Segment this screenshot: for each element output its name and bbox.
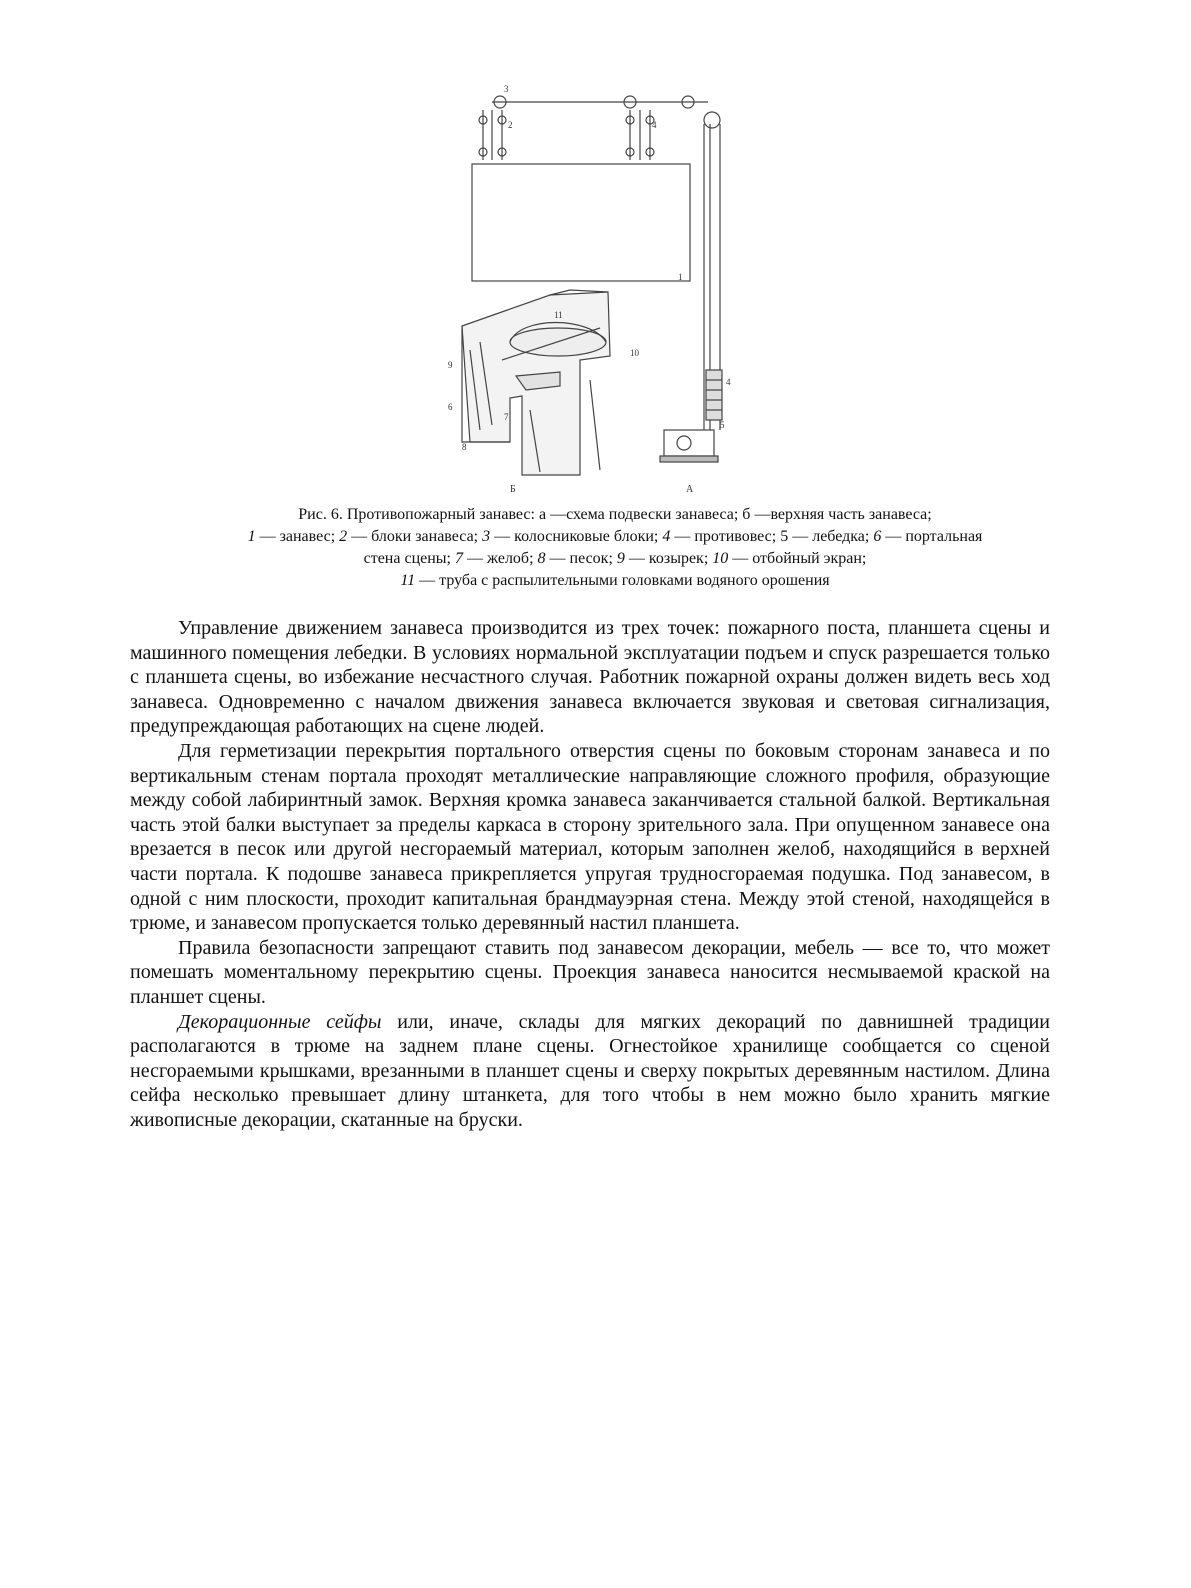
caption-line-4: 11 — труба с распылительными головками водяного орошения (400, 572, 830, 589)
label-10: 10 (630, 348, 639, 358)
paragraph-2: Для герметизации перекрытия портального отверстия сцены по боковым сторонам занавеса и по вертикальным стенам портала проходят металлические направляющие сложного профиля, образующие между собой лабиринтный замок. Верхняя кромка занавеса заканчивается стальной балкой. Вертикальная часть этой балки выступает за пределы каркаса в сторону зрительного зала. При опущенном занавесе она врезается в песок или другой несгораемый материал, которым заполнен желоб, находящийся в верхней части портала. К подошве занавеса прикрепляется упругая трудносгораемая подушка. Под занавесом, в одной с ним плоскости, проходит капитальная брандмауэрная стена. Между этой стеной, находящейся в трюме, и занавесом пропускается только деревянный настил планшета. (130, 739, 1050, 935)
figure-caption (150, 504, 1080, 592)
label-6: 6 (448, 402, 453, 412)
term-decoration-safes: Декорационные сейфы (178, 1010, 382, 1033)
label-9: 9 (448, 360, 453, 370)
label-b: Б (510, 484, 516, 495)
label-5: 5 (720, 420, 725, 430)
fire-curtain-figure (440, 80, 760, 500)
label-4: 4 (652, 120, 657, 130)
paragraph-1: Управление движением занавеса производится из трех точек: пожарного поста, планшета сцены и машинного помещения лебедки. В условиях нормальной эксплуатации подъем и спуск разрешается только с планшета сцены, во избежание несчастного случая. Работник пожарной охраны должен видеть весь ход занавеса. Одновременно с началом движения занавеса включается звуковая и световая сигнализация, предупреждающая работающих на сцене людей. (130, 617, 1050, 738)
paragraph-3: Правила безопасности запрещают ставить под занавесом декорации, мебель — все то, что может помешать моментальному перекрытию сцены. Проекция занавеса наносится несмываемой краской на планшет сцены. (130, 936, 1050, 1008)
caption-line-3: стена сцены; 7 — желоб; 8 — песок; 9 — козырек; 10 — отбойный экран; (363, 550, 867, 567)
paragraph-4: Декорационные сейфы или, иначе, склады для мягких декораций по давнишней традиции располагаются в трюме на заднем плане сцены. Огнестойкое хранилище сообщается со сценой несгораемыми крышками, врезанными в планшет сцены и сверху покрытых деревянным настилом. Длина сейфа несколько превышает длину штанкета, для того чтобы в нем можно было хранить мягкие живописные декорации, скатанные на бруски. (130, 1010, 1050, 1131)
caption-line-1: Рис. 6. Противопожарный занавес: а —схема подвески занавеса; б —верхняя часть занавеса; (298, 506, 932, 523)
label-7: 7 (504, 412, 509, 422)
caption-line-2: 1 — занавес; 2 — блоки занавеса; 3 — колосниковые блоки; 4 — противовес; 5 — лебедка; 6 — портальная (247, 528, 983, 545)
label-a: А (686, 484, 694, 495)
label-11: 11 (554, 310, 563, 320)
label-4b: 4 (726, 377, 731, 387)
label-2: 2 (508, 120, 513, 130)
label-1: 1 (678, 272, 683, 282)
fire-curtain-diagram (440, 80, 760, 500)
label-3: 3 (504, 84, 509, 94)
label-8: 8 (462, 442, 467, 452)
body-text (130, 616, 1050, 1132)
